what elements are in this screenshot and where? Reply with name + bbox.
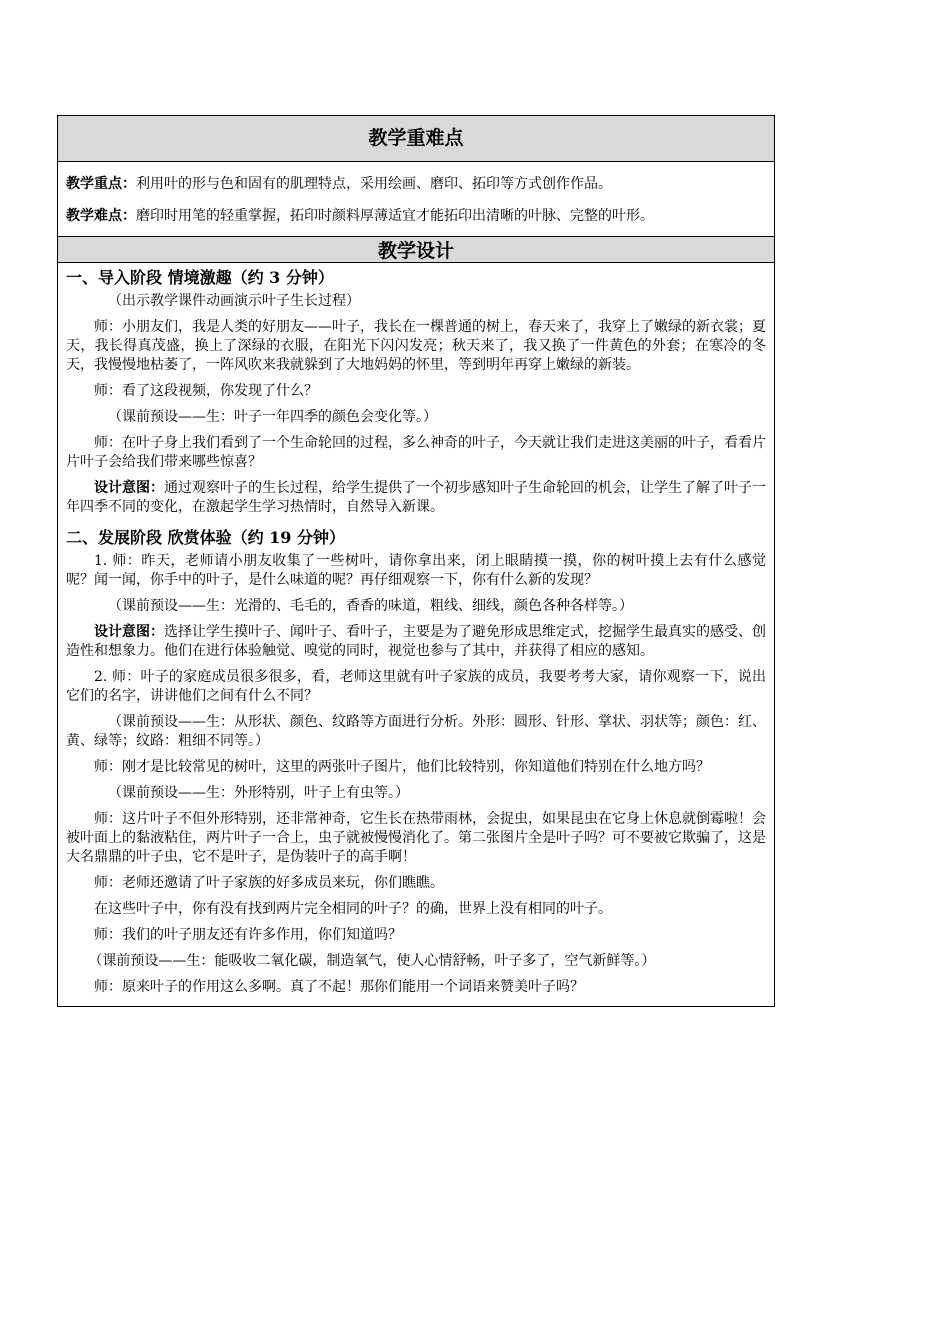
paragraph: （课前预设——生：从形状、颜色、纹路等方面进行分析。外形：圆形、针形、掌状、羽状等；颜色：红、黄、绿等；纹路：粗细不同等。） [66, 714, 766, 749]
paragraph: （出示教学课件动画演示叶子生长过程） [108, 293, 360, 309]
paragraph: 师：在叶子身上我们看到了一个生命轮回的过程，多么神奇的叶子，今天就让我们走进这美丽的叶子，看看片片叶子会给我们带来哪些惊喜？ [66, 435, 766, 470]
paragraph: 2. 师：叶子的家庭成员很多很多，看，老师这里就有叶子家族的成员，我要考考大家，请你观察一下，说出它们的名字，讲讲他们之间有什么不同？ [66, 669, 766, 704]
paragraph: 师：刚才是比较常见的树叶，这里的两张叶子图片，他们比较特别，你知道他们特别在什么地方吗？ [94, 759, 710, 775]
lesson-plan-table [57, 115, 775, 1007]
key-point-text: 利用叶的形与色和固有的肌理特点，采用绘画、磨印、拓印等方式创作作品。 [136, 176, 612, 192]
paragraph: 师：这片叶子不但外形特别，还非常神奇，它生长在热带雨林，会捉虫，如果昆虫在它身上休息就倒霉啦！会被叶面上的黏液粘住，两片叶子一合上，虫子就被慢慢消化了。第二张图片全是叶子吗？可不要被它欺骗了，这是大名鼎鼎的叶子虫，它不是叶子，是伪装叶子的高手啊！ [66, 811, 766, 865]
difficulty-text: 磨印时用笔的轻重掌握，拓印时颜料厚薄适宜才能拓印出清晰的叶脉、完整的叶形。 [136, 208, 654, 224]
section-header-design: 教学设计 [58, 236, 774, 263]
paragraph: 师：小朋友们，我是人类的好朋友——叶子，我长在一棵普通的树上，春天来了，我穿上了嫩绿的新衣裳；夏天，我长得真茂盛，换上了深绿的衣服，在阳光下闪闪发亮；秋天来了，我又换了一件黄色的外套；在寒冷的冬天，我慢慢地枯萎了，一阵风吹来我就躲到了大地妈妈的怀里，等到明年再穿上嫩绿的新装。 [66, 319, 766, 373]
section-header-key-points: 教学重难点 [58, 116, 774, 162]
difficulty-label: 教学难点： [66, 208, 136, 224]
design-intent-text: 选择让学生摸叶子、闻叶子、看叶子，主要是为了避免形成思维定式，挖掘学生最真实的感受、创造性和想象力。他们在进行体验触觉、嗅觉的同时，视觉也参与了其中，并获得了相应的感知。 [66, 624, 766, 659]
paragraph: （课前预设——生：能吸收二氧化碳，制造氧气，使人心情舒畅，叶子多了，空气新鲜等。） [88, 953, 656, 969]
paragraph: （课前预设——生：叶子一年四季的颜色会变化等。） [108, 409, 437, 425]
paragraph: 1. 师：昨天，老师请小朋友收集了一些树叶，请你拿出来，闭上眼睛摸一摸，你的树叶摸上去有什么感觉呢？闻一闻，你手中的叶子，是什么味道的呢？再仔细观察一下，你有什么新的发现？ [66, 553, 766, 588]
lesson-plan-document [57, 115, 775, 1007]
paragraph: 在这些叶子中，你有没有找到两片完全相同的叶子？的确，世界上没有相同的叶子。 [94, 901, 612, 917]
stage1-title: 一、导入阶段 情境激趣（约 3 分钟） [66, 268, 334, 287]
design-cell [58, 263, 774, 1006]
design-intent-text: 通过观察叶子的生长过程，给学生提供了一个初步感知叶子生命轮回的机会，让学生了解了叶子一年四季不同的变化，在激起学生学习热情时，自然导入新课。 [66, 480, 766, 515]
stage2-title: 二、发展阶段 欣赏体验（约 19 分钟） [66, 528, 345, 547]
design-intent-label: 设计意图： [94, 624, 164, 640]
teaching-key-point [66, 168, 766, 200]
key-points-cell [58, 162, 774, 236]
paragraph: 师：老师还邀请了叶子家族的好多成员来玩，你们瞧瞧。 [94, 875, 444, 891]
design-intent-label: 设计意图： [94, 480, 164, 496]
design-intent-2 [66, 623, 766, 661]
paragraph: 师：原来叶子的作用这么多啊。真了不起！那你们能用一个词语来赞美叶子吗？ [94, 979, 584, 995]
paragraph: 师：我们的叶子朋友还有许多作用，你们知道吗？ [94, 927, 402, 943]
paragraph: 师：看了这段视频，你发现了什么？ [94, 383, 318, 399]
teaching-difficulty [66, 200, 766, 232]
key-point-label: 教学重点： [66, 176, 136, 192]
paragraph: （课前预设——生：光滑的、毛毛的，香香的味道，粗线、细线，颜色各种各样等。） [108, 598, 633, 614]
design-intent-1 [66, 479, 766, 517]
paragraph: （课前预设——生：外形特别，叶子上有虫等。） [108, 785, 409, 801]
